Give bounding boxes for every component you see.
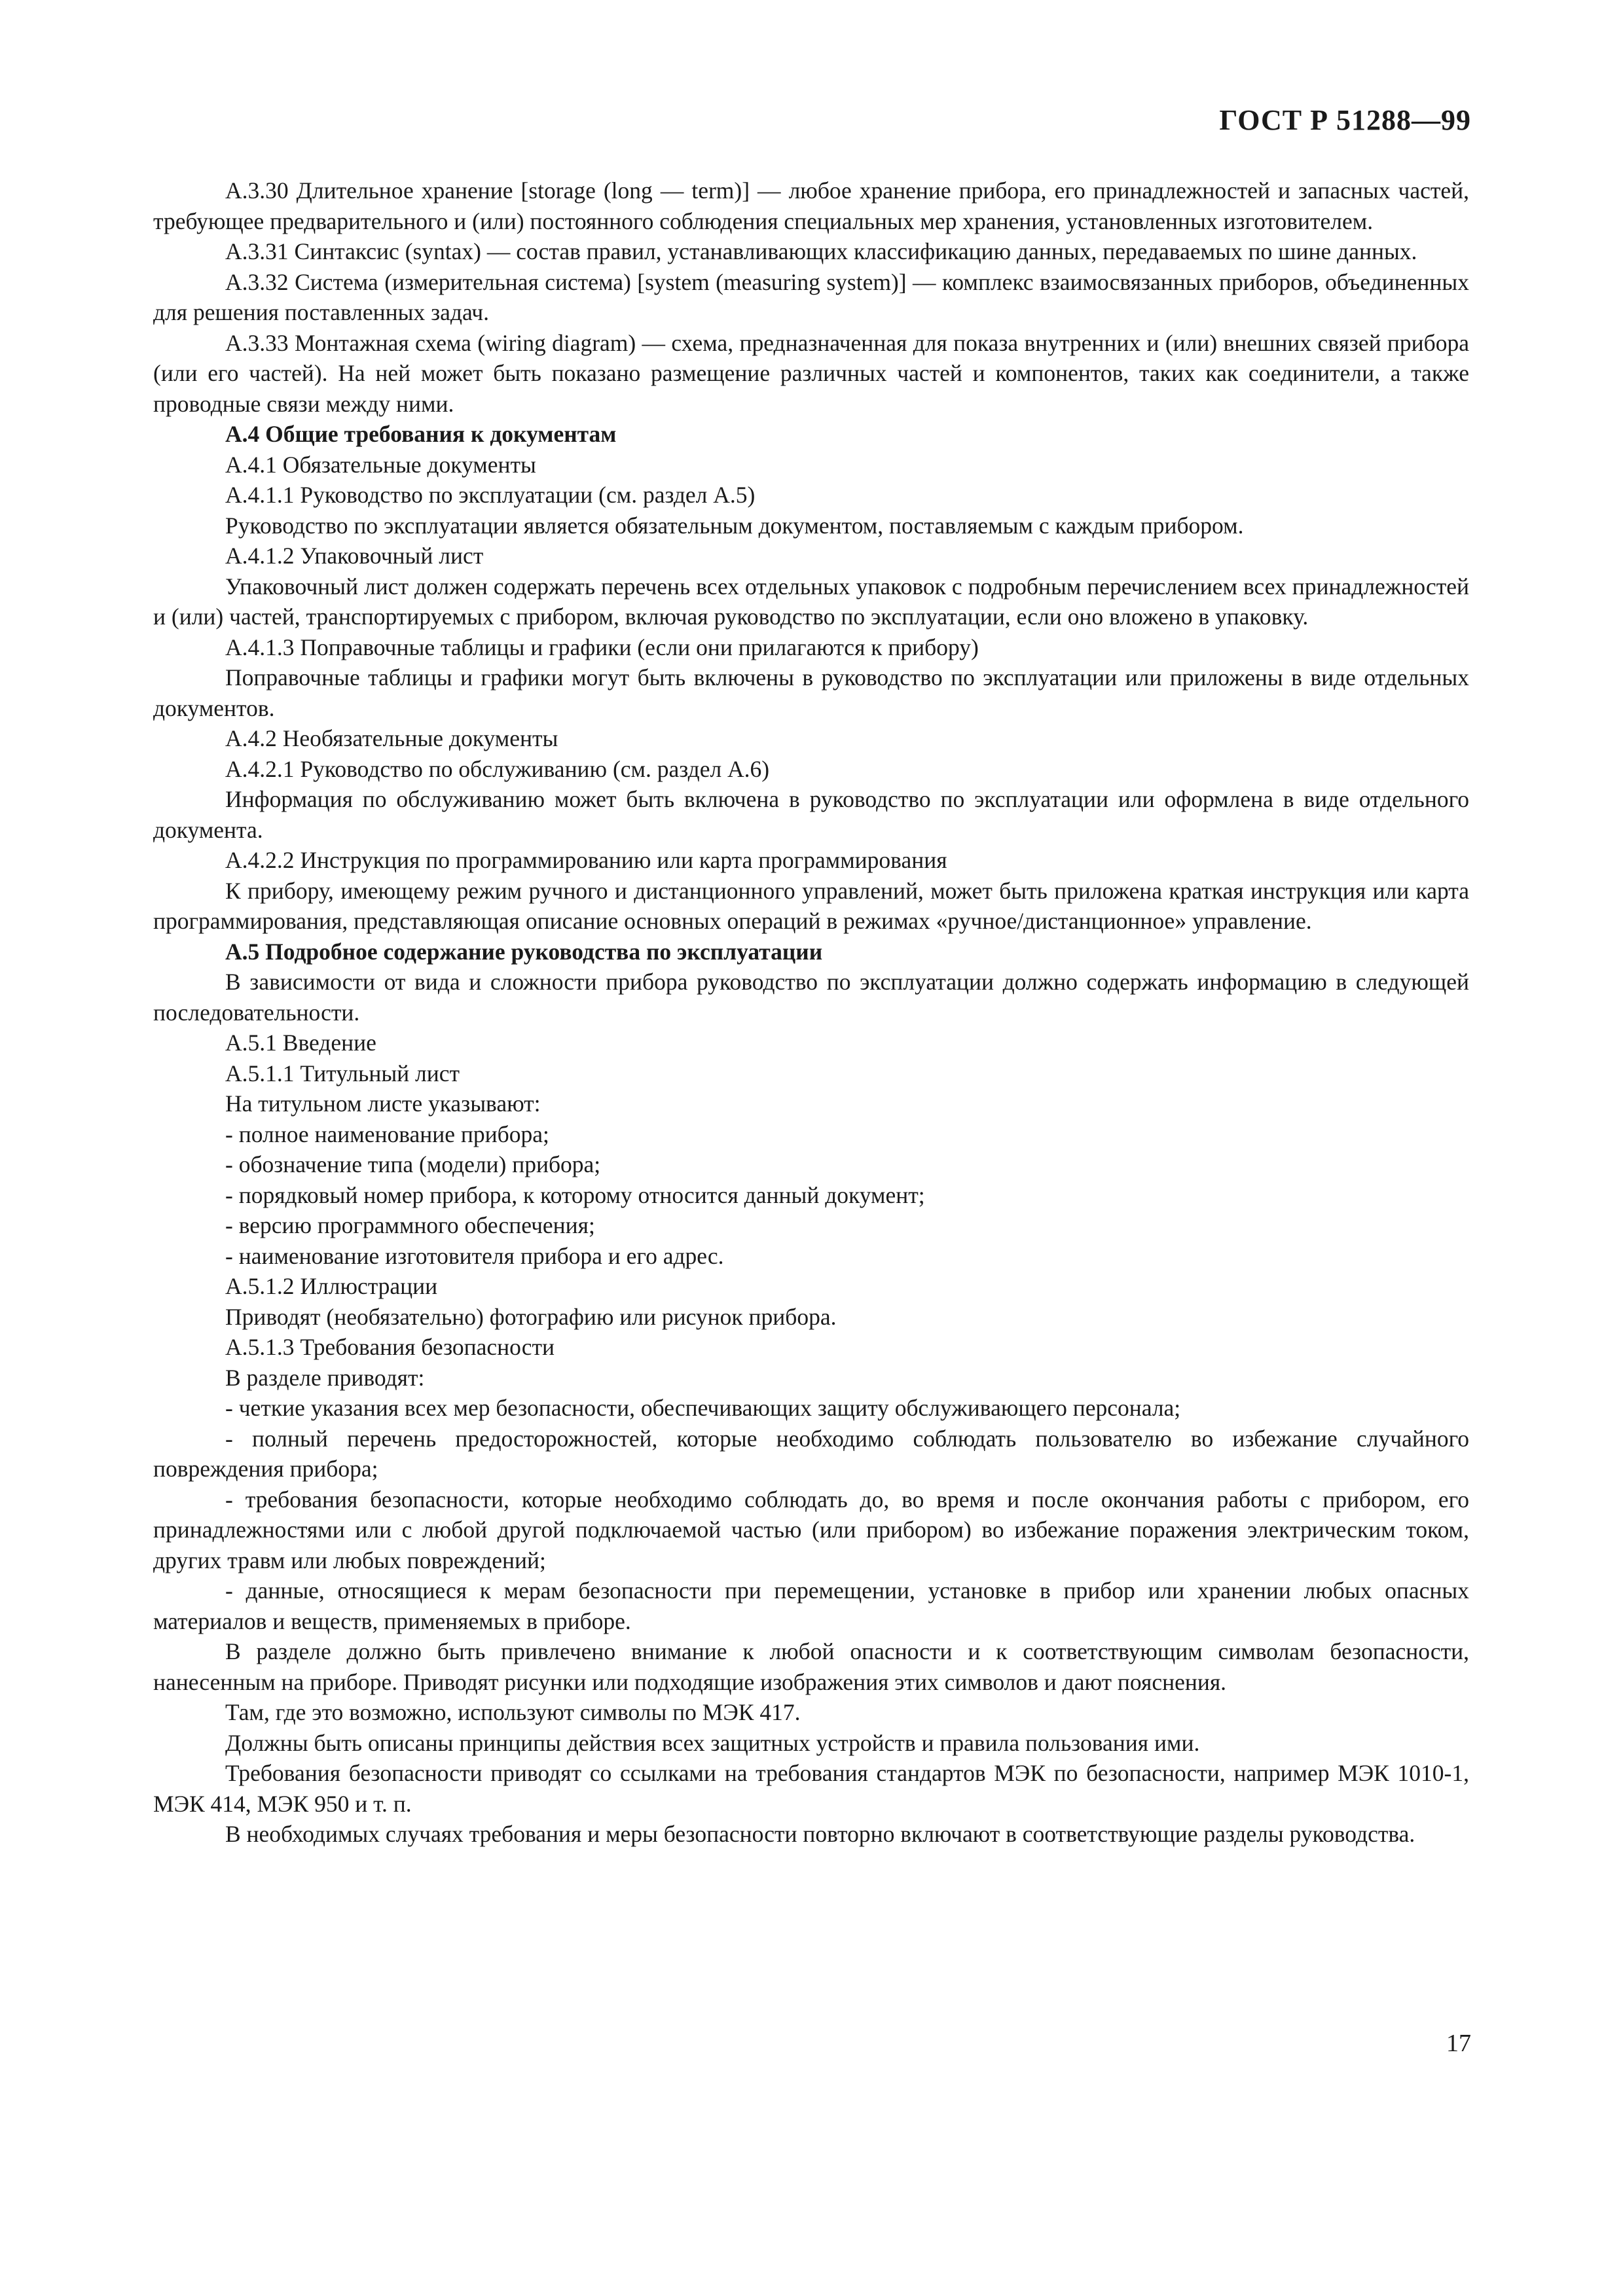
section-heading: А.4 Общие требования к документам [225, 421, 617, 447]
paragraph: Приводят (необязательно) фотографию или рисунок прибора. [225, 1303, 837, 1330]
paragraph: Информация по обслуживанию может быть включена в руководство по эксплуатации или оформлена в виде отдельного документа. [153, 786, 1469, 843]
paragraph: - полный перечень предосторожностей, которые необходимо соблюдать пользователю во избежание случайного повреждения прибора; [153, 1425, 1469, 1482]
paragraph: А.3.32 Система (измерительная система) [system (measuring system)] — комплекс взаимосвязанных приборов, объединенных для решения поставленных задач. [153, 268, 1469, 325]
paragraph: А.4.2.2 Инструкция по программированию или карта программирования [225, 847, 947, 873]
paragraph: А.5.1 Введение [225, 1030, 376, 1056]
paragraph: В необходимых случаях требования и меры безопасности повторно включают в соответствующие разделы руководства. [225, 1821, 1415, 1847]
section-heading: А.5 Подробное содержание руководства по эксплуатации [225, 938, 823, 965]
paragraph: Поправочные таблицы и графики могут быть включены в руководство по эксплуатации или приложены в виде отдельных документов. [153, 664, 1469, 721]
paragraph: Должны быть описаны принципы действия всех защитных устройств и правила пользования ими. [225, 1729, 1200, 1756]
paragraph: А.3.33 Монтажная схема (wiring diagram) — схема, предназначенная для показа внутренних и (или) внешних связей прибора (или его частей). На ней может быть показано размещение различных частей и компонентов, таких как соединители, а также проводные связи между ними. [153, 329, 1469, 417]
paragraph: - обозначение типа (модели) прибора; [225, 1151, 601, 1177]
paragraph: К прибору, имеющему режим ручного и дистанционного управлений, может быть приложена краткая инструкция или карта программирования, представляющая описание основных операций в режимах «ручное/дистанционное» управление. [153, 877, 1469, 934]
paragraph: - четкие указания всех мер безопасности, обеспечивающих защиту обслуживающего персонала; [225, 1395, 1181, 1421]
paragraph: А.4.1.3 Поправочные таблицы и графики (если они прилагаются к прибору) [225, 634, 979, 660]
paragraph: В зависимости от вида и сложности прибора руководство по эксплуатации должно содержать информацию в следующей последовательности. [153, 969, 1469, 1026]
paragraph: На титульном листе указывают: [225, 1090, 541, 1117]
paragraph: А.5.1.2 Иллюстрации [225, 1273, 438, 1299]
paragraph: В разделе приводят: [225, 1364, 425, 1391]
paragraph: А.4.1.2 Упаковочный лист [225, 543, 484, 569]
paragraph: В разделе должно быть привлечено внимание к любой опасности и к соответствующим символам безопасности, нанесенным на приборе. Приводят рисунки или подходящие изображения этих символов и дают пояснения. [153, 1638, 1469, 1695]
paragraph: Там, где это возможно, используют символы по МЭК 417. [225, 1699, 801, 1725]
paragraph: А.3.31 Синтаксис (syntax) — состав правил, устанавливающих классификацию данных, передаваемых по шине данных. [225, 238, 1417, 264]
paragraph: А.5.1.1 Титульный лист [225, 1060, 460, 1086]
paragraph: - полное наименование прибора; [225, 1121, 549, 1147]
paragraph: А.3.30 Длительное хранение [storage (long — term)] — любое хранение прибора, его принадлежностей и запасных частей, требующее предварительного и (или) постоянного соблюдения специальных мер хранения, установленных изготовителем. [153, 177, 1469, 234]
paragraph: - данные, относящиеся к мерам безопасности при перемещении, установке в прибор или хранении любых опасных материалов и веществ, применяемых в приборе. [153, 1577, 1469, 1634]
paragraph: А.4.2.1 Руководство по обслуживанию (см. раздел А.6) [225, 755, 770, 782]
paragraph: А.4.1.1 Руководство по эксплуатации (см. раздел А.5) [225, 482, 756, 508]
paragraph: А.4.1 Обязательные документы [225, 451, 536, 478]
paragraph: А.4.2 Необязательные документы [225, 725, 558, 751]
paragraph: - версию программного обеспечения; [225, 1212, 595, 1238]
page-number: 17 [1446, 2030, 1471, 2057]
paragraph: - наименование изготовителя прибора и его адрес. [225, 1242, 724, 1269]
paragraph: - требования безопасности, которые необходимо соблюдать до, во время и после окончания работы с прибором, его принадлежностями или с любой другой подключаемой частью (или прибором) во избежание поражения электрическим током, других травм или любых повреждений; [153, 1486, 1469, 1573]
paragraph: А.5.1.3 Требования безопасности [225, 1334, 555, 1360]
paragraph: Упаковочный лист должен содержать перечень всех отдельных упаковок с подробным перечислением всех принадлежностей и (или) частей, транспортируемых с прибором, включая руководство по эксплуатации, если оно вложено в упаковку. [153, 573, 1469, 630]
document-designation: ГОСТ Р 51288—99 [1219, 104, 1471, 136]
paragraph: Руководство по эксплуатации является обязательным документом, поставляемым с каждым прибором. [225, 512, 1244, 539]
document-body [153, 175, 1469, 1850]
paragraph: - порядковый номер прибора, к которому относится данный документ; [225, 1181, 925, 1208]
paragraph: Требования безопасности приводят со ссылками на требования стандартов МЭК по безопасности, например МЭК 1010-1, МЭК 414, МЭК 950 и т. п. [153, 1760, 1469, 1817]
